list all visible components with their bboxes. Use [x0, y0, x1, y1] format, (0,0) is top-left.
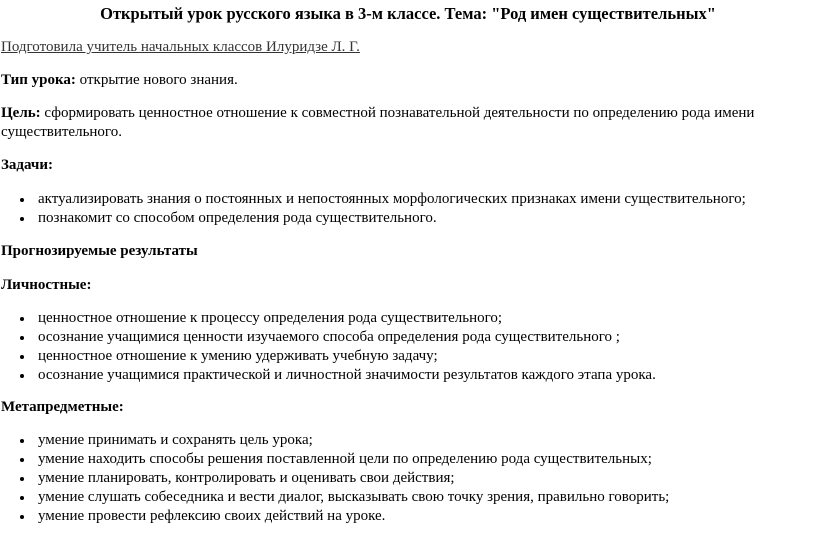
list-item: умение принимать и сохранять цель урока; [0, 431, 810, 450]
list-item: осознание учащимися ценности изучаемого способа определения рода существительного ; [0, 328, 810, 347]
list-item: ценностное отношение к процессу определения рода существительного; [0, 309, 810, 328]
bullet-icon [20, 374, 24, 378]
author-line: Подготовила учитель начальных классов Илуридзе Л. Г. [1, 39, 360, 55]
bullet-icon [20, 458, 24, 462]
expected-results-heading: Прогнозируемые результаты [1, 243, 198, 259]
tasks-heading: Задачи: [1, 157, 54, 173]
bullet-icon [20, 198, 24, 202]
bullet-icon [20, 336, 24, 340]
lesson-type-value: открытие нового знания. [75, 72, 238, 88]
list-item: умение провести рефлексию своих действий на уроке. [0, 507, 810, 526]
list-item: ценностное отношение к умению удерживать учебную задачу; [0, 347, 810, 366]
metasubject-list [0, 431, 810, 526]
lesson-type-paragraph [1, 71, 801, 90]
list-item: умение планировать, контролировать и оценивать свои действия; [0, 469, 810, 488]
list-item: актуализировать знания о постоянных и непостоянных морфологических признаках имени существительного; [0, 190, 810, 209]
bullet-icon [20, 477, 24, 481]
bullet-icon [20, 496, 24, 500]
bullet-icon [20, 317, 24, 321]
bullet-icon [20, 439, 24, 443]
goal-value: сформировать ценностное отношение к совместной познавательной деятельности по определению рода имени существительного. [1, 105, 755, 140]
list-item: умение находить способы решения поставленной цели по определению рода существительных; [0, 450, 810, 469]
bullet-icon [20, 355, 24, 359]
goal-paragraph [1, 104, 801, 142]
list-item: умение слушать собеседника и вести диалог, высказывать свою точку зрения, правильно говорить; [0, 488, 810, 507]
bullet-icon [20, 515, 24, 519]
goal-label: Цель: [1, 105, 41, 121]
document-title: Открытый урок русского языка в 3-м классе. Тема: "Род имен существительных" [100, 4, 716, 23]
list-item: познакомит со способом определения рода существительного. [0, 209, 810, 228]
metasubject-heading: Метапредметные: [1, 399, 124, 415]
personal-heading: Личностные: [1, 277, 92, 293]
tasks-list [0, 190, 810, 228]
personal-list [0, 309, 810, 385]
lesson-type-label: Тип урока: [1, 72, 76, 88]
list-item: осознание учащимися практической и личностной значимости результатов каждого этапа урока. [0, 366, 810, 385]
bullet-icon [20, 217, 24, 221]
